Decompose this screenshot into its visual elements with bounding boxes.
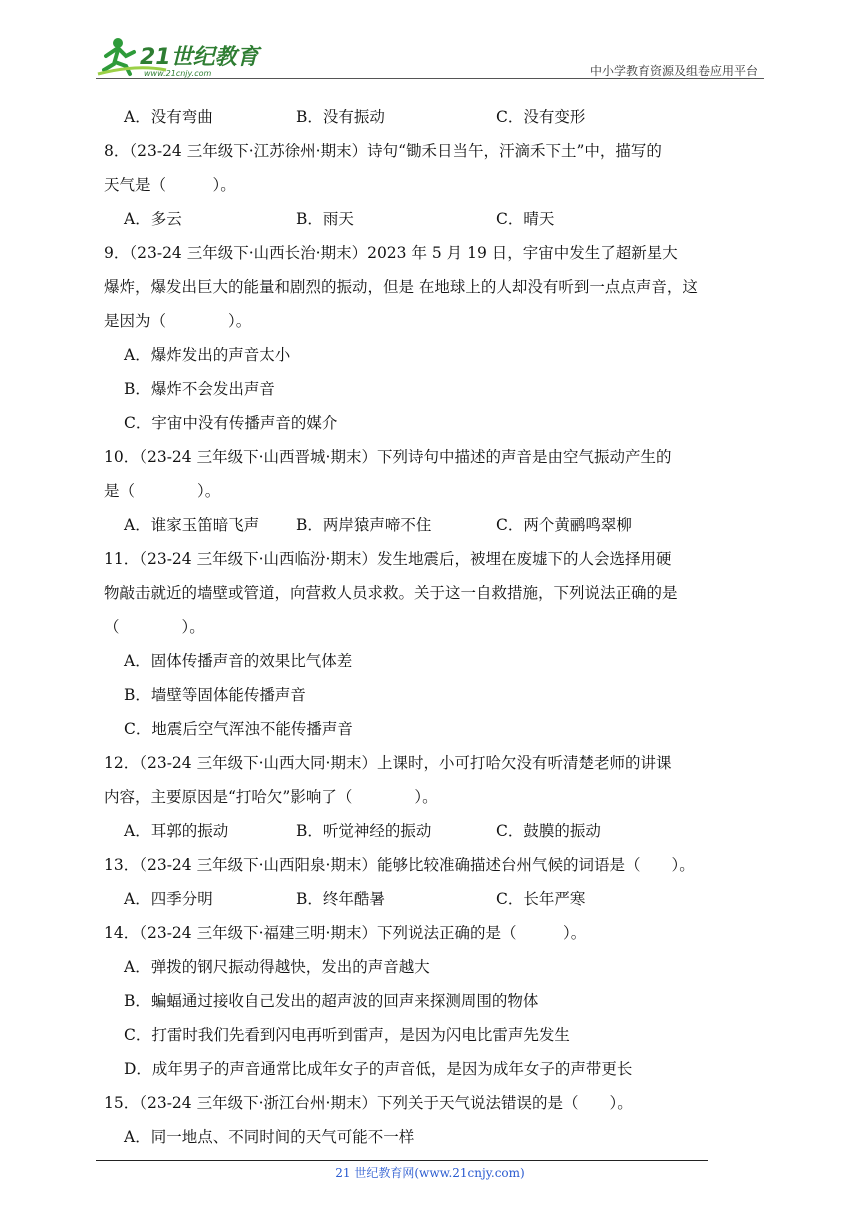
q12-options xyxy=(104,814,764,848)
q11-stem-line1: 11．（23-24 三年级下·山西临汾·期末）发生地震后，被埋在废墟下的人会选择用硬 xyxy=(104,550,672,568)
q15-stem-line1: 15．（23-24 三年级下·浙江台州·期末）下列关于天气说法错误的是（ ）。 xyxy=(104,1094,633,1112)
logo xyxy=(96,34,266,78)
page-header xyxy=(96,34,764,80)
q12-option-c[interactable]: C．鼓膜的振动 xyxy=(496,822,601,840)
header-divider xyxy=(96,78,764,79)
q9-stem-line3: 是因为（ ）。 xyxy=(104,312,252,330)
q9-option-c[interactable]: C．宇宙中没有传播声音的媒介 xyxy=(124,414,338,432)
footer-source[interactable]: 21 世纪教育网(www.21cnjy.com) xyxy=(335,1166,525,1180)
q7-option-c[interactable]: C．没有变形 xyxy=(496,108,586,126)
q8-option-a[interactable]: A．多云 xyxy=(124,210,182,228)
platform-name: 中小学教育资源及组卷应用平台 xyxy=(589,64,758,78)
svg-text:www.21cnjy.com: www.21cnjy.com xyxy=(144,69,212,78)
q13-options xyxy=(104,882,764,916)
q8-stem-line2: 天气是（ ）。 xyxy=(104,176,236,194)
q8-stem-line1: 8．（23-24 三年级下·江苏徐州·期末）诗句“锄禾日当午，汗滴禾下土”中，描写的 xyxy=(104,142,662,160)
q14-option-b[interactable]: B．蝙蝠通过接收自己发出的超声波的回声来探测周围的物体 xyxy=(124,992,539,1010)
q13-option-a[interactable]: A．四季分明 xyxy=(124,890,213,908)
q13-option-c[interactable]: C．长年严寒 xyxy=(496,890,586,908)
q12-stem-line1: 12．（23-24 三年级下·山西大同·期末）上课时，小可打哈欠没有听清楚老师的讲课 xyxy=(104,754,672,772)
q8-option-c[interactable]: C．晴天 xyxy=(496,210,555,228)
q8-options xyxy=(104,202,764,236)
q11-option-a[interactable]: A．固体传播声音的效果比气体差 xyxy=(124,652,353,670)
q12-option-a[interactable]: A．耳郭的振动 xyxy=(124,822,229,840)
q10-stem-line1: 10．（23-24 三年级下·山西晋城·期末）下列诗句中描述的声音是由空气振动产生的 xyxy=(104,448,672,466)
q13-stem-line1: 13．（23-24 三年级下·山西阳泉·期末）能够比较准确描述台州气候的词语是（ ）。 xyxy=(104,856,695,874)
q10-option-b[interactable]: B．两岸猿声啼不住 xyxy=(296,516,432,534)
q13-option-b[interactable]: B．终年酷暑 xyxy=(296,890,385,908)
q14-option-c[interactable]: C．打雷时我们先看到闪电再听到雷声，是因为闪电比雷声先发生 xyxy=(124,1026,570,1044)
q10-stem-line2: 是（ ）。 xyxy=(104,482,221,500)
q9-option-b[interactable]: B．爆炸不会发出声音 xyxy=(124,380,275,398)
q14-option-d[interactable]: D．成年男子的声音通常比成年女子的声音低，是因为成年女子的声带更长 xyxy=(124,1060,633,1078)
q10-option-c[interactable]: C．两个黄鹂鸣翠柳 xyxy=(496,516,632,534)
q7-option-a[interactable]: A．没有弯曲 xyxy=(124,108,213,126)
q7-options xyxy=(104,100,764,134)
q12-stem-line2: 内容，主要原因是“打哈欠”影响了（ ）。 xyxy=(104,788,438,806)
svg-text:21世纪教育: 21世纪教育 xyxy=(140,45,259,70)
q12-option-b[interactable]: B．听觉神经的振动 xyxy=(296,822,432,840)
q10-options xyxy=(104,508,764,542)
q9-option-a[interactable]: A．爆炸发出的声音太小 xyxy=(124,346,291,364)
question-list xyxy=(104,100,764,1154)
q11-stem-line2: 物敲击就近的墙壁或管道，向营救人员求救。关于这一自救措施，下列说法正确的是 xyxy=(104,584,678,602)
q15-option-a[interactable]: A．同一地点、不同时间的天气可能不一样 xyxy=(124,1128,415,1146)
q9-stem-line2: 爆炸，爆发出巨大的能量和剧烈的振动，但是 在地球上的人却没有听到一点点声音，这 xyxy=(104,278,698,296)
q8-option-b[interactable]: B．雨天 xyxy=(296,210,354,228)
q11-option-c[interactable]: C．地震后空气浑浊不能传播声音 xyxy=(124,720,353,738)
q9-stem-line1: 9．（23-24 三年级下·山西长治·期末）2023 年 5 月 19 日，宇宙中发生了超新星大 xyxy=(104,244,678,262)
q11-option-b[interactable]: B．墙壁等固体能传播声音 xyxy=(124,686,306,704)
q11-stem-line3: （ ）。 xyxy=(104,618,205,636)
q14-option-a[interactable]: A．弹拨的钢尺振动得越快，发出的声音越大 xyxy=(124,958,430,976)
logo-graphic xyxy=(96,34,266,78)
q14-stem-line1: 14．（23-24 三年级下·福建三明·期末）下列说法正确的是（ ）。 xyxy=(104,924,587,942)
q7-option-b[interactable]: B．没有振动 xyxy=(296,108,385,126)
footer-divider xyxy=(96,1160,708,1161)
q10-option-a[interactable]: A．谁家玉笛暗飞声 xyxy=(124,516,260,534)
